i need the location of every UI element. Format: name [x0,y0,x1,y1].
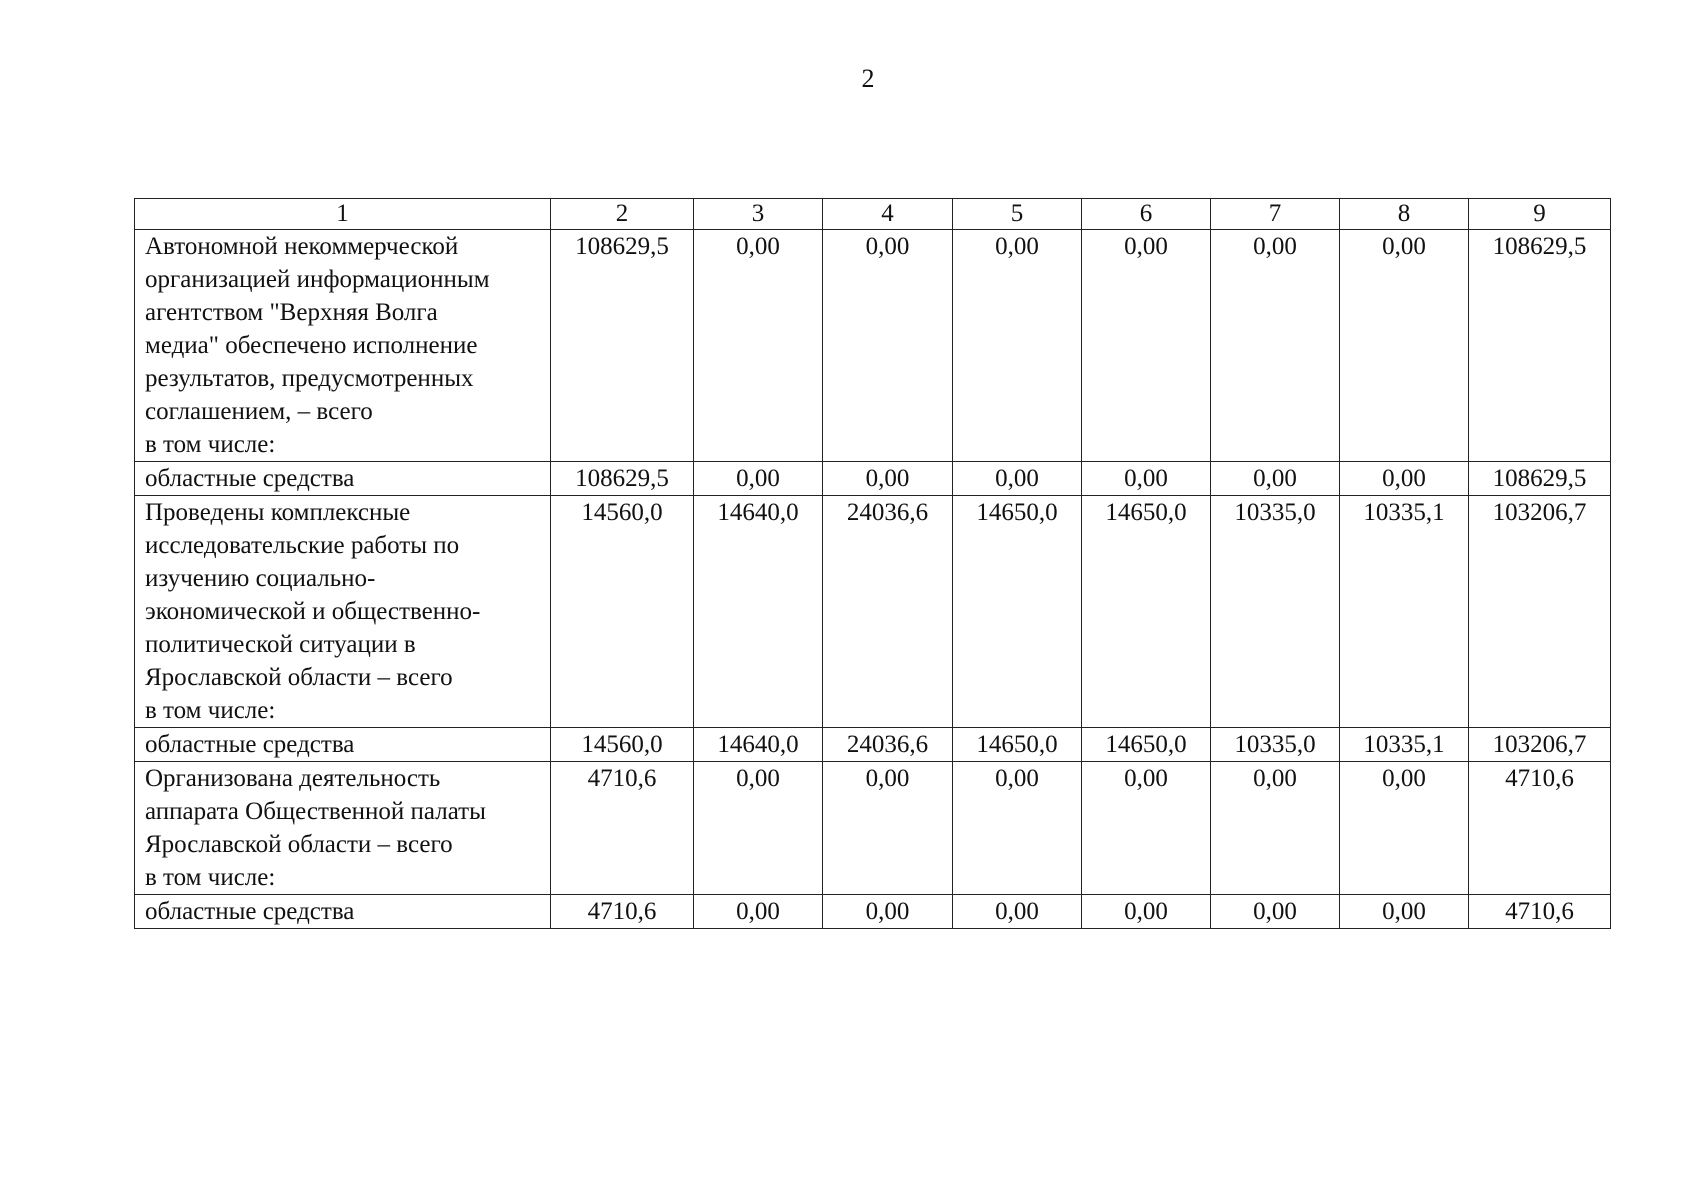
row-description-line: областные средства [145,898,355,925]
value-cell: 0,00 [1211,895,1340,929]
table-body [135,199,1611,929]
row-description-cell [135,895,551,929]
header-cell: 2 [551,199,694,230]
value-cell: 10335,0 [1211,728,1340,762]
row-description-cell [135,728,551,762]
value-cell: 14650,0 [1082,728,1211,762]
table-row-source [135,462,1611,496]
header-cell: 6 [1082,199,1211,230]
row-description-line: результатов, предусмотренных [145,365,474,392]
header-cell: 7 [1211,199,1340,230]
value-cell: 108629,5 [551,230,694,462]
data-table [134,198,1611,929]
value-cell: 0,00 [823,762,953,895]
value-cell: 0,00 [823,462,953,496]
header-cell: 3 [694,199,823,230]
row-description-line: Ярославской области – всего [145,831,453,858]
row-description-line: медиа" обеспечено исполнение [145,332,478,359]
row-description-cell [135,230,551,462]
row-description-line: политической ситуации в [145,631,416,658]
value-cell: 14650,0 [1082,496,1211,728]
value-cell: 0,00 [1082,462,1211,496]
value-cell: 108629,5 [1469,230,1611,462]
row-description-line: соглашением, – всего [145,398,373,425]
value-cell: 4710,6 [1469,762,1611,895]
table-row-source [135,895,1611,929]
row-description-line: организацией информационным [145,266,490,293]
value-cell: 14560,0 [551,728,694,762]
value-cell: 10335,1 [1340,496,1469,728]
row-description-line: изучению социально- [145,565,376,592]
row-description-line: аппарата Общественной палаты [145,798,486,825]
header-cell: 5 [953,199,1082,230]
value-cell: 4710,6 [551,762,694,895]
row-description-line: агентством "Верхняя Волга [145,299,438,326]
value-cell: 0,00 [823,895,953,929]
table-row-item [135,762,1611,895]
page-number: 2 [861,64,875,93]
row-description-line: экономической и общественно- [145,598,481,625]
value-cell: 10335,0 [1211,496,1340,728]
value-cell: 0,00 [1082,895,1211,929]
data-table-container [134,198,1610,929]
value-cell: 4710,6 [1469,895,1611,929]
value-cell: 0,00 [953,462,1082,496]
row-description-line: Ярославской области – всего [145,664,453,691]
value-cell: 14640,0 [694,496,823,728]
table-header-row [135,199,1611,230]
row-description-cell [135,762,551,895]
value-cell: 0,00 [1211,462,1340,496]
value-cell: 0,00 [1082,762,1211,895]
row-description-cell [135,462,551,496]
row-description-line: Автономной некоммерческой [145,233,459,260]
value-cell: 0,00 [953,762,1082,895]
row-description-line: областные средства [145,731,355,758]
value-cell: 14650,0 [953,496,1082,728]
value-cell: 0,00 [1340,762,1469,895]
value-cell: 103206,7 [1469,728,1611,762]
value-cell: 0,00 [953,230,1082,462]
header-cell: 8 [1340,199,1469,230]
value-cell: 24036,6 [823,496,953,728]
value-cell: 0,00 [1211,230,1340,462]
value-cell: 0,00 [694,462,823,496]
value-cell: 0,00 [694,762,823,895]
table-row-item [135,230,1611,462]
row-description-line: Организована деятельность [145,765,441,792]
row-description-line: в том числе: [145,697,276,724]
value-cell: 14560,0 [551,496,694,728]
value-cell: 4710,6 [551,895,694,929]
value-cell: 0,00 [1211,762,1340,895]
table-row-item [135,496,1611,728]
row-description-line: Проведены комплексные [145,499,411,526]
value-cell: 103206,7 [1469,496,1611,728]
value-cell: 108629,5 [551,462,694,496]
row-description-line: в том числе: [145,864,276,891]
table-row-source [135,728,1611,762]
header-cell: 1 [135,199,551,230]
value-cell: 10335,1 [1340,728,1469,762]
row-description-cell [135,496,551,728]
value-cell: 24036,6 [823,728,953,762]
value-cell: 0,00 [1340,230,1469,462]
row-description-line: в том числе: [145,431,276,458]
value-cell: 0,00 [694,895,823,929]
value-cell: 0,00 [953,895,1082,929]
value-cell: 0,00 [1340,462,1469,496]
value-cell: 108629,5 [1469,462,1611,496]
value-cell: 0,00 [823,230,953,462]
value-cell: 0,00 [1340,895,1469,929]
header-cell: 9 [1469,199,1611,230]
value-cell: 14640,0 [694,728,823,762]
header-cell: 4 [823,199,953,230]
value-cell: 0,00 [1082,230,1211,462]
row-description-line: исследовательские работы по [145,532,460,559]
value-cell: 14650,0 [953,728,1082,762]
row-description-line: областные средства [145,465,355,492]
value-cell: 0,00 [694,230,823,462]
